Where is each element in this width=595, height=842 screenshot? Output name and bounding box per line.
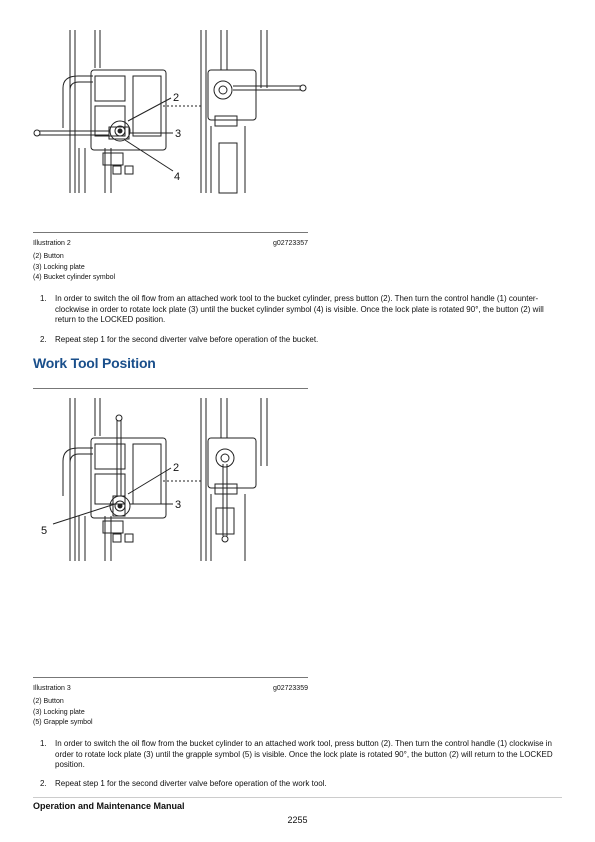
callout-3: 3 — [175, 128, 182, 140]
illustration-label: Illustration 2 — [33, 240, 71, 247]
step-text: Repeat step 1 for the second diverter valve before operation of the work tool. — [55, 779, 327, 788]
step-text: In order to switch the oil flow from an attached work tool to the bucket cylinder, press button (2). Then turn the control handle (1) counter-clockwise in order to rotate lock plate (3) until the bucket cylinder symbol (4) is visible. Once the lock plate is rotated 90°, the button (2) will return to the LOCKED position. — [55, 294, 544, 324]
step-item — [40, 335, 562, 347]
callout-2: 2 — [173, 462, 180, 474]
manual-title: Operation and Maintenance Manual — [33, 801, 185, 811]
section-divider — [33, 388, 308, 389]
caption-header — [33, 240, 308, 247]
step-item — [40, 294, 562, 326]
callout-5: 5 — [41, 525, 48, 537]
step-number: 1. — [40, 739, 47, 748]
step-item — [40, 779, 562, 791]
page-number: 2255 — [287, 815, 308, 825]
step-number: 1. — [40, 294, 47, 303]
callout-3: 3 — [175, 499, 182, 511]
callout-2: 2 — [173, 92, 180, 104]
caption-divider — [33, 677, 308, 678]
illustration-id: g02723357 — [272, 240, 308, 247]
footer-divider — [33, 797, 562, 798]
legend-item: (3) Locking plate — [33, 264, 85, 271]
caption-header — [33, 685, 308, 692]
illustration-2 — [33, 28, 313, 228]
callout-4: 4 — [174, 171, 181, 183]
illustration-id: g02723359 — [272, 685, 308, 692]
caption-divider — [33, 232, 308, 233]
diverter-valve-drawing-work-tool — [33, 396, 313, 566]
step-number: 2. — [40, 335, 47, 344]
legend-item: (2) Button — [33, 698, 64, 705]
step-number: 2. — [40, 779, 47, 788]
step-text: Repeat step 1 for the second diverter valve before operation of the bucket. — [55, 335, 319, 344]
legend-item: (4) Bucket cylinder symbol — [33, 274, 116, 281]
legend-item: (2) Button — [33, 253, 64, 260]
illustration-label: Illustration 3 — [33, 685, 71, 692]
illustration-3 — [33, 396, 313, 566]
step-item — [40, 739, 562, 771]
legend-item: (3) Locking plate — [33, 709, 85, 716]
diverter-valve-drawing-bucket — [33, 28, 313, 228]
step-text: In order to switch the oil flow from the bucket cylinder to an attached work tool, press button (2). Then turn the control handle (1) clockwise in order to rotate lock plate (3) until the grapple symbol (5) is visible. Once the lock plate is rotated 90°, the button (2) will return to the LOCKED position. — [55, 739, 553, 769]
section-title: Work Tool Position — [33, 355, 156, 371]
legend-item: (5) Grapple symbol — [33, 719, 93, 726]
